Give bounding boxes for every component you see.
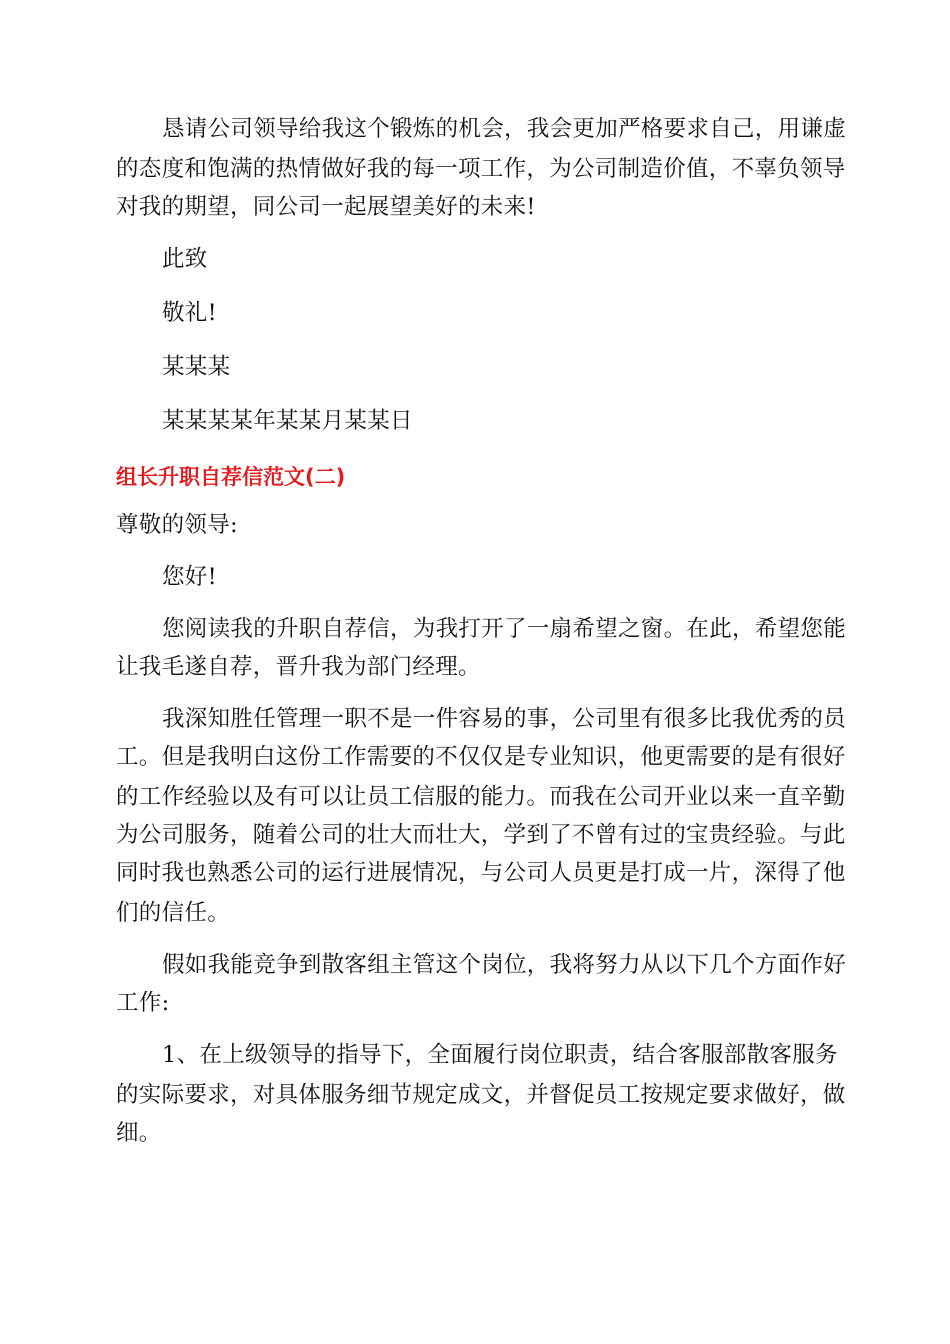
date-line: 某某某某年某某月某某日 xyxy=(162,408,413,434)
text-line: 同时我也熟悉公司的运行进展情况，与公司人员更是打成一片，深得了他 xyxy=(116,860,846,886)
text-line: 恳请公司领导给我这个锻炼的机会，我会更加严格要求自己，用谦虚 xyxy=(162,116,847,142)
text-line: 的态度和饱满的热情做好我的每一项工作，为公司制造价值，不辜负领导 xyxy=(116,156,846,182)
text-line: 为公司服务，随着公司的壮大而壮大，学到了不曾有过的宝贵经验。与此 xyxy=(116,822,846,848)
text-line: 工。但是我明白这份工作需要的不仅仅是专业知识，他更需要的是有很好 xyxy=(116,744,846,770)
closing-jingli: 敬礼! xyxy=(162,300,217,326)
text-line: 假如我能竞争到散客组主管这个岗位，我将努力从以下几个方面作好 xyxy=(162,952,847,978)
text-line: 的实际要求，对具体服务细节规定成文，并督促员工按规定要求做好，做 xyxy=(116,1082,846,1108)
greeting: 您好! xyxy=(162,564,217,590)
text-line: 我深知胜任管理一职不是一件容易的事，公司里有很多比我优秀的员 xyxy=(162,706,847,732)
salutation: 尊敬的领导: xyxy=(116,512,238,538)
signature: 某某某 xyxy=(162,354,231,380)
text-line: 工作: xyxy=(116,990,170,1016)
closing-cizhi: 此致 xyxy=(162,246,208,272)
text-line: 细。 xyxy=(116,1120,162,1146)
section-heading: 组长升职自荐信范文(二) xyxy=(116,465,346,489)
text-line: 让我毛遂自荐，晋升我为部门经理。 xyxy=(116,654,481,680)
text-line: 们的信任。 xyxy=(116,900,231,926)
text-line: 对我的期望，同公司一起展望美好的未来! xyxy=(116,194,536,220)
text-line: 您阅读我的升职自荐信，为我打开了一扇希望之窗。在此，希望您能 xyxy=(162,616,847,642)
text-line: 的工作经验以及有可以让员工信服的能力。而我在公司开业以来一直辛勤 xyxy=(116,784,846,810)
text-line: 1、在上级领导的指导下，全面履行岗位职责，结合客服部散客服务 xyxy=(162,1042,838,1068)
